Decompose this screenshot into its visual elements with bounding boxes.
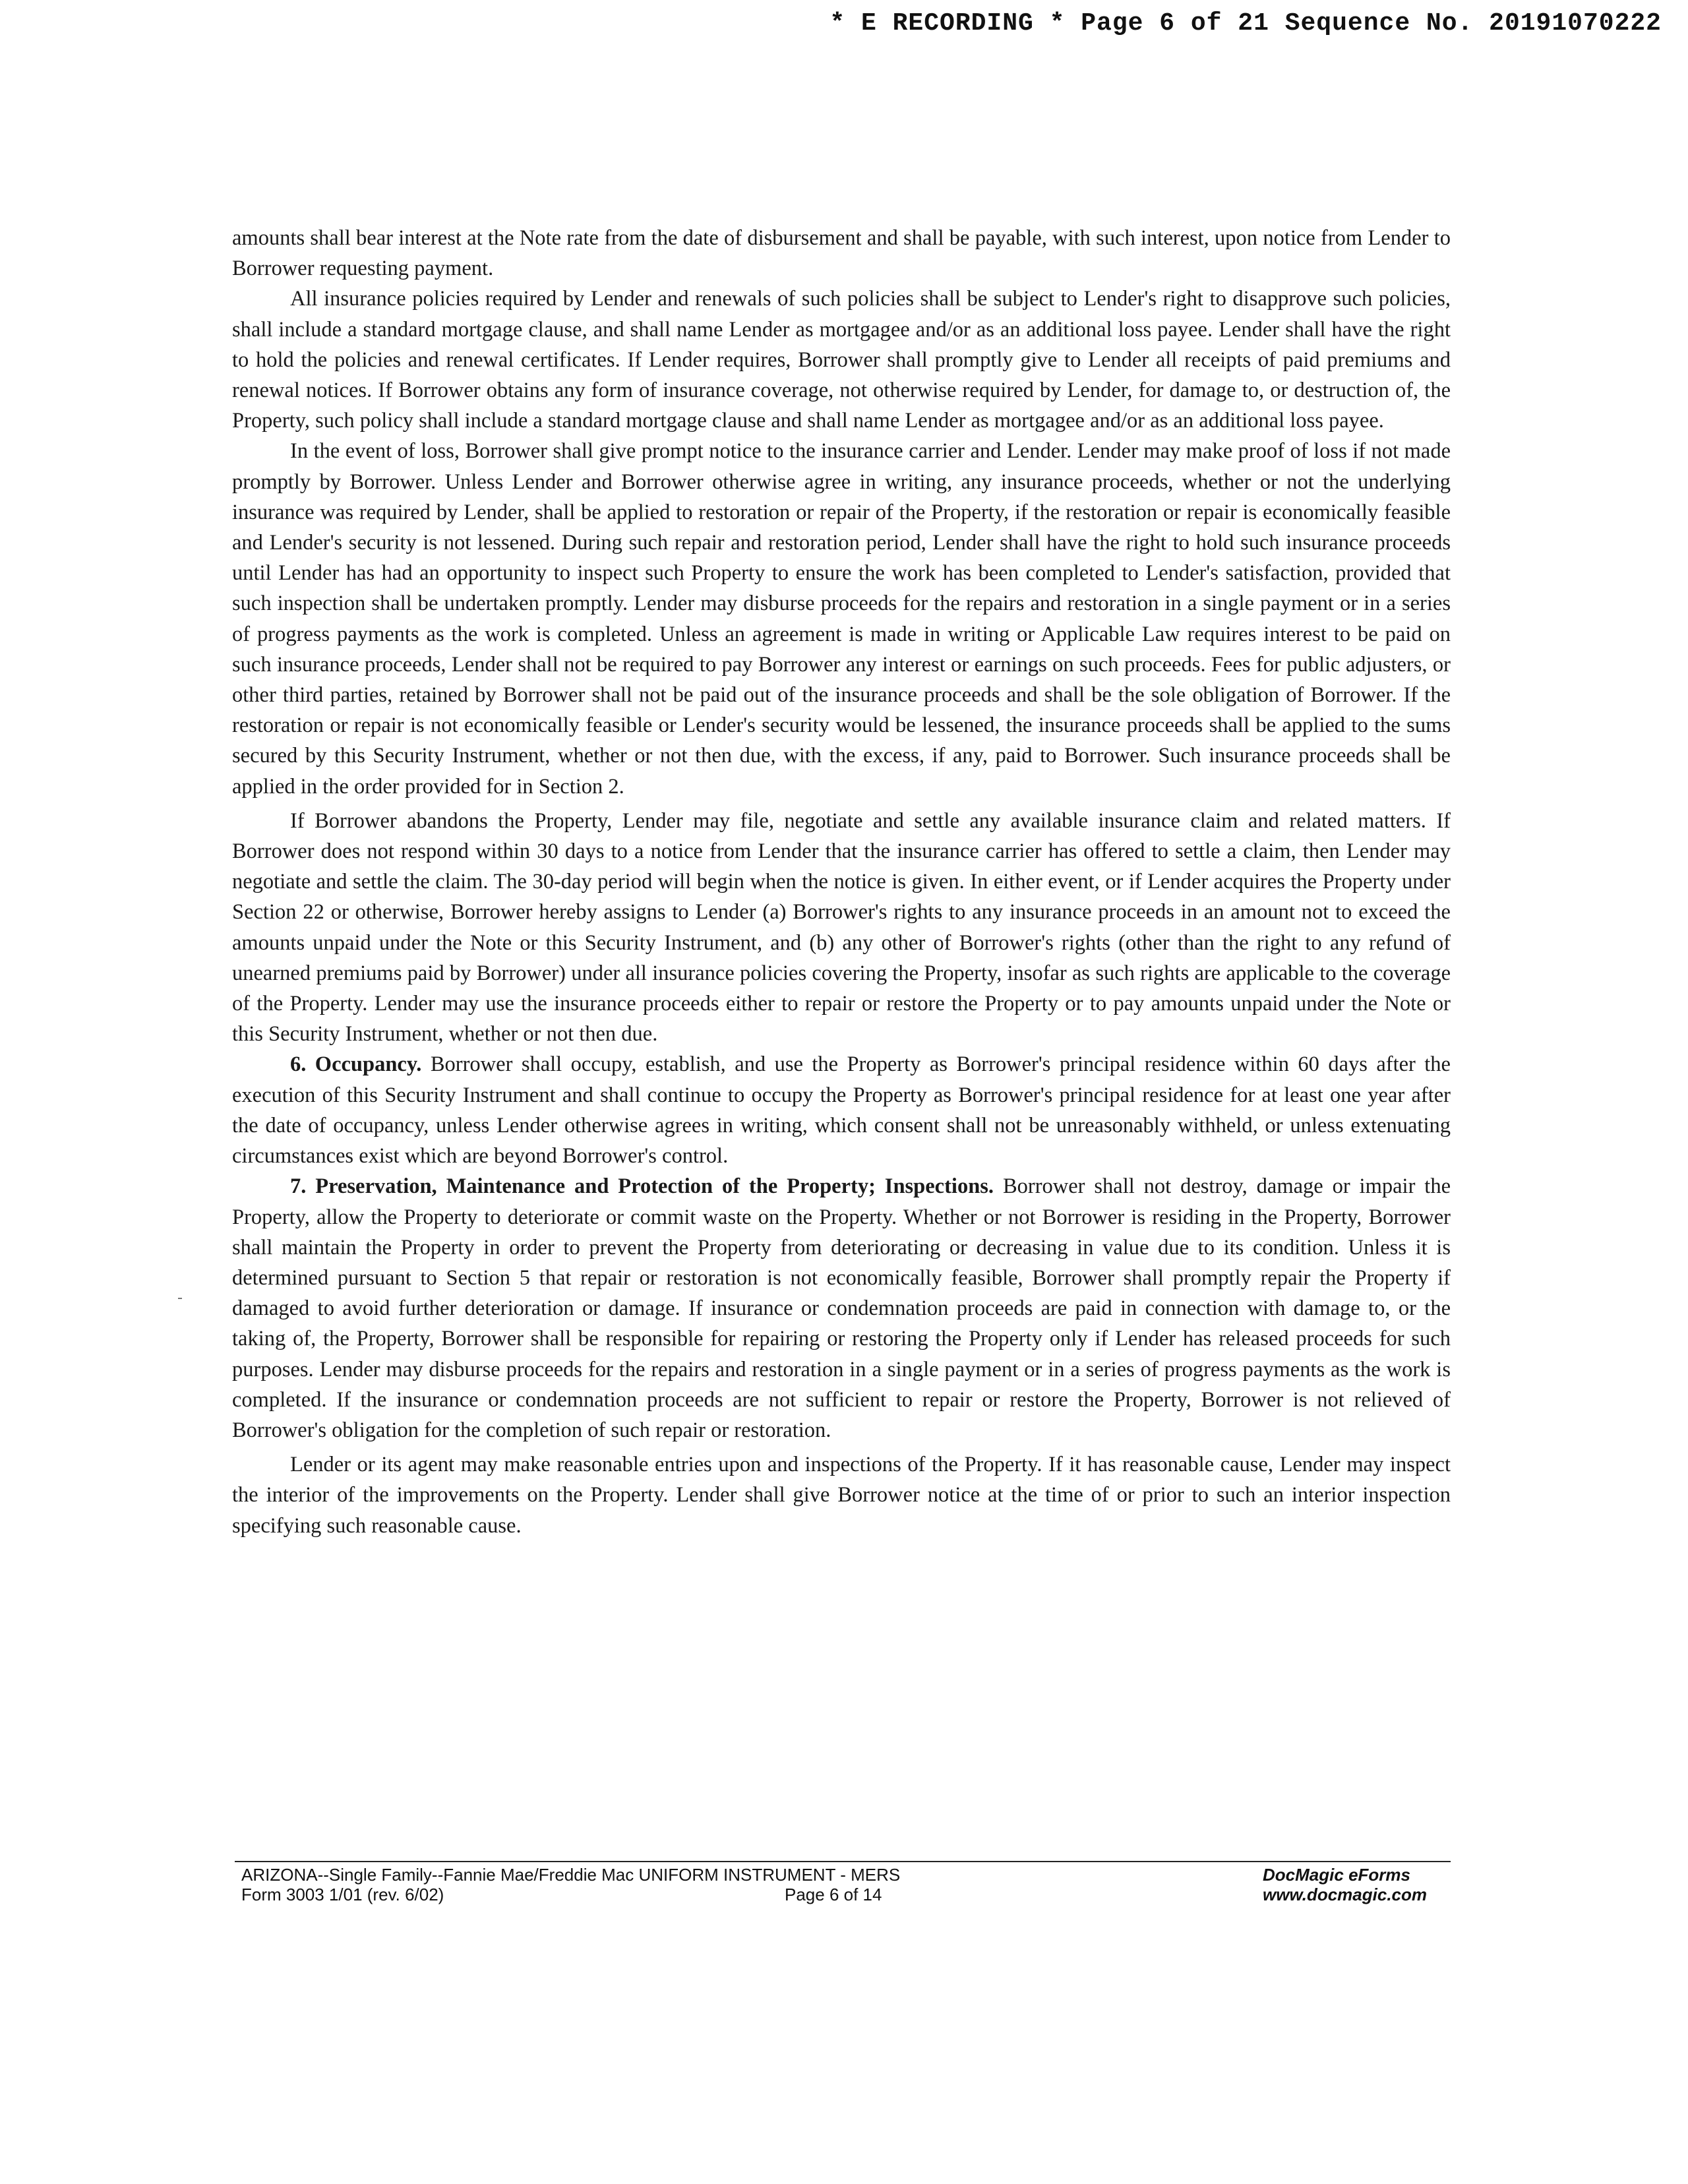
paragraph-inspections: Lender or its agent may make reasonable entries upon and inspections of the Property. If it has reasonable cause, Lender may inspect the interior of the improvements on the Property. Lender shall give Borrower notice at the time of or prior to such an interior inspection specifying such reasonable cause.: [232, 1453, 1451, 1538]
form-number: Form 3003 1/01 (rev. 6/02): [241, 1885, 444, 1904]
brand-name: DocMagic: [1263, 1865, 1344, 1885]
section-6-text: Borrower shall occupy, establish, and use the Property as Borrower's principal residence within 60 days after the execution of this Security Instrument and shall continue to occupy the Property as Borrower's principal residence for at least one year after the date of occupancy, unless Lender otherwise agrees in writing, which consent shall not be unreasonably withheld, or unless extenuating circumstances exist which are beyond Borrower's control.: [232, 1052, 1451, 1168]
page-footer: [236, 1865, 1449, 1918]
page-number: Page 6 of 14: [785, 1885, 882, 1904]
paragraph-continuation: amounts shall bear interest at the Note rate from the date of disbursement and shall be payable, with such interest, upon notice from Lender to Borrower requesting payment.: [232, 226, 1451, 281]
recording-stamp: * E RECORDING * Page 6 of 21 Sequence No. 20191070222: [829, 9, 1662, 38]
document-body: [232, 223, 1451, 1541]
docmagic-brand: [1263, 1865, 1427, 1904]
section-7-text: Borrower shall not destroy, damage or impair the Property, allow the Property to deteriorate or commit waste on the Property. Whether or not Borrower is residing in the Property, Borrower shall maintain the Property in order to prevent the Property from deteriorating or decreasing in value due to its condition. Unless it is determined pursuant to Section 5 that repair or restoration is not economically feasible, Borrower shall promptly repair the Property if damaged to avoid further deterioration or damage. If insurance or condemnation proceeds are paid in connection with damage to, or the taking of, the Property, Borrower shall be responsible for repairing or restoring the Property only if Lender has released proceeds for such purposes. Lender may disburse proceeds for the repairs and restoration in a single payment or in a series of progress payments as the work is completed. If the insurance or condemnation proceeds are not sufficient to repair or restore the Property, Borrower is not relieved of Borrower's obligation for the completion of such repair or restoration.: [232, 1174, 1451, 1442]
section-6-heading: 6. Occupancy.: [290, 1052, 422, 1077]
form-title: ARIZONA--Single Family--Fannie Mae/Freddie Mac UNIFORM INSTRUMENT - MERS: [241, 1865, 901, 1885]
section-6-occupancy: [232, 1049, 1451, 1171]
footer-rule: [235, 1861, 1451, 1862]
paragraph-abandonment: If Borrower abandons the Property, Lender may file, negotiate and settle any available insurance claim and related matters. If Borrower does not respond within 30 days to a notice from Lender that the insurance carrier has offered to settle a claim, then Lender may negotiate and settle the claim. The 30-day period will begin when the notice is given. In either event, or if Lender acquires the Property under Section 22 or otherwise, Borrower hereby assigns to Lender (a) Borrower's rights to any insurance proceeds in an amount not to exceed the amounts unpaid under the Note or this Security Instrument, and (b) any other of Borrower's rights (other than the right to any refund of unearned premiums paid by Borrower) under all insurance policies covering the Property, insofar as such rights are applicable to the coverage of the Property. Lender may use the insurance proceeds either to repair or restore the Property or to pay amounts unpaid under the Note or this Security Instrument, whether or not then due.: [232, 808, 1451, 1046]
paragraph-event-of-loss: In the event of loss, Borrower shall give prompt notice to the insurance carrier and Lender. Lender may make proof of loss if not made promptly by Borrower. Unless Lender and Borrower otherwise agree in writing, any insurance proceeds, whether or not the underlying insurance was required by Lender, shall be applied to restoration or repair of the Property, if the restoration or repair is economically feasible and Lender's security is not lessened. During such repair and restoration period, Lender shall have the right to hold such insurance proceeds until Lender has had an opportunity to inspect such Property to ensure the work has been completed to Lender's satisfaction, provided that such inspection shall be undertaken promptly. Lender may disburse proceeds for the repairs and restoration in a single payment or in a series of progress payments as the work is completed. Unless an agreement is made in writing or Applicable Law requires interest to be paid on such insurance proceeds, Lender shall not be required to pay Borrower any interest or earnings on such proceeds. Fees for public adjusters, or other third parties, retained by Borrower shall not be paid out of the insurance proceeds and shall be the sole obligation of Borrower. If the restoration or repair is not economically feasible or Lender's security would be lessened, the insurance proceeds shall be applied to the sums secured by this Security Instrument, whether or not then due, with the excess, if any, paid to Borrower. Such insurance proceeds shall be applied in the order provided for in Section 2.: [232, 439, 1451, 799]
margin-mark: [178, 1298, 182, 1299]
paragraph-insurance-policies: All insurance policies required by Lender and renewals of such policies shall be subject to Lender's right to disapprove such policies, shall include a standard mortgage clause, and shall name Lender as mortgagee and/or as an additional loss payee. Lender shall have the right to hold the policies and renewal certificates. If Lender requires, Borrower shall promptly give to Lender all receipts of paid premiums and renewal notices. If Borrower obtains any form of insurance coverage, not otherwise required by Lender, for damage to, or destruction of, the Property, such policy shall include a standard mortgage clause and shall name Lender as mortgagee and/or as an additional loss payee.: [232, 287, 1451, 433]
section-7-heading: 7. Preservation, Maintenance and Protection of the Property; Inspections.: [290, 1174, 994, 1199]
section-7-preservation: [232, 1171, 1451, 1445]
brand-url: www.docmagic.com: [1263, 1885, 1427, 1904]
brand-eforms: eForms: [1348, 1865, 1410, 1885]
docmagic-logo: [1263, 1865, 1427, 1885]
